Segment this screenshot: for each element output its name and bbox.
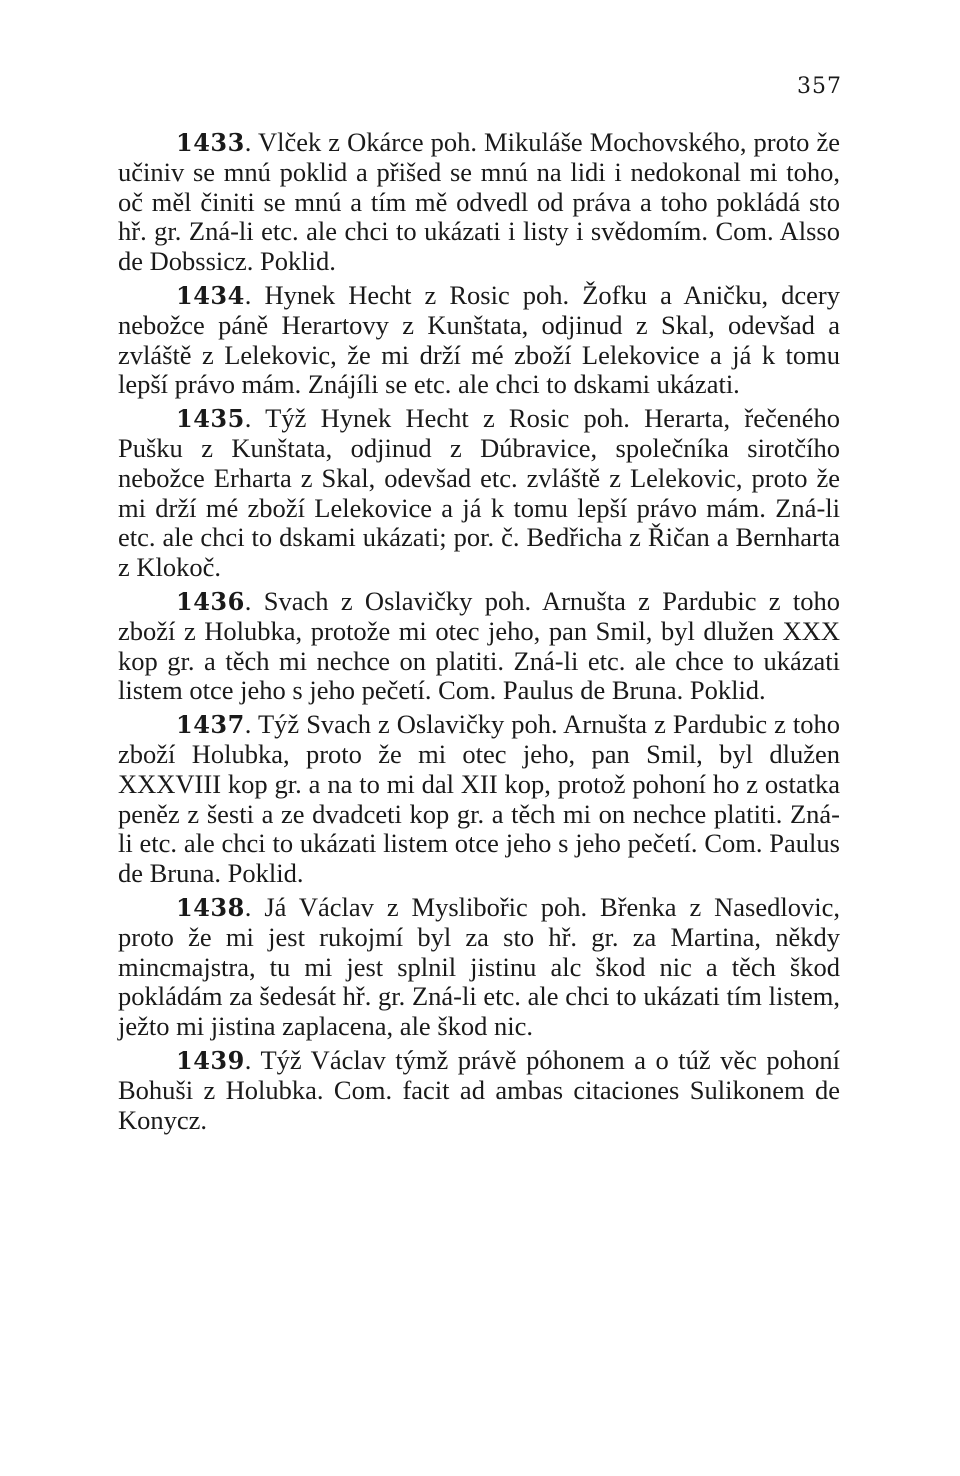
entry-number: 1437 xyxy=(176,710,245,740)
entry-number: 1433 xyxy=(176,128,245,157)
entry-1438 xyxy=(118,893,840,1042)
entry-1439 xyxy=(118,1046,840,1135)
entry-text: . Já Václav z Myslibořic poh. Břenka z Nasedlovic, proto že mi jest rukojmí byl za sto hř. gr. za Martina, někdy mincmajstra, tu mi jest splnil jistinu alc škod nic a těch škod pokládám za šedesát hř. gr. Zná-li etc. ale chci to ukázati tím listem, ježto mi jistina zaplacena, ale škod nic. xyxy=(118,891,840,1042)
entry-text: . Svach z Oslavičky poh. Arnušta z Pardubic z toho zboží z Holubka, protože mi otec jeho, pan Smil, byl dlužen XXX kop gr. a těch mi nechce on platiti. Zná-li etc. ale chce to ukázati listem otce jeho s jeho pečetí. Com. Paulus de Bruna. Poklid. xyxy=(118,585,840,706)
entry-number: 1439 xyxy=(176,1045,245,1075)
entry-number: 1438 xyxy=(176,892,245,922)
entries-list xyxy=(118,128,840,1139)
entry-1435 xyxy=(118,404,840,583)
entry-1436 xyxy=(118,587,840,706)
entry-number: 1436 xyxy=(176,586,245,616)
page-number: 357 xyxy=(797,74,842,99)
entry-number: 1434 xyxy=(176,280,245,310)
entry-1437 xyxy=(118,710,840,889)
entry-1434 xyxy=(118,281,840,400)
entry-text: . Hynek Hecht z Rosic poh. Žofku a Aničku, dcery nebožce páně Herartovy z Kunštata, odjinud z Skal, odevšad a zvláště z Lelekovic, že mi drží mé zboží Lelekovice a já k tomu lepší právo mám. Znájíli se etc. ale chci to dskami ukázati. xyxy=(118,279,840,400)
entry-text: . Vlček z Okárce poh. Mikuláše Mochovského, proto že učiniv se mnú poklid a přišed se mnú na lidi i nedokonal mi toho, oč měl činiti se mnú a tím mě odvedl od práva a toho pokládá sto hř. gr. Zná-li etc. ale chci to ukázati i listy i svědomím. Com. Alsso de Dobssicz. Poklid. xyxy=(118,127,840,277)
entry-text: . Týž Václav týmž právě póhonem a o túž věc pohoní Bohuši z Holubka. Com. facit ad ambas citaciones Sulikonem de Konycz. xyxy=(118,1044,840,1135)
entry-1433 xyxy=(118,128,840,277)
entry-text: . Týž Hynek Hecht z Rosic poh. Herarta, řečeného Pušku z Kunštata, odjinud z Dúbravice, společníka sirotčího nebožce Erharta z Skal, odevšad etc. zvláště z Lelekovic, proto že mi drží mé zboží Lelekovice a já k tomu lepší právo mám. Zná-li etc. ale chci to dskami ukázati; por. č. Bedřicha z Řičan a Bernharta z Klokoč. xyxy=(118,403,840,583)
entry-number: 1435 xyxy=(176,404,245,434)
entry-text: . Týž Svach z Oslavičky poh. Arnušta z Pardubic z toho zboží Holubka, proto že mi otec jeho, pan Smil, byl dlužen XXXVIII kop gr. a na to mi dal XII kop, protož pohoní ho z ostatka peněz z šesti a ze dvadceti kop gr. a těch mi on nechce platiti. Zná-li etc. ale chci to ukázati listem otce jeho s jeho pečetí. Com. Paulus de Bruna. Poklid. xyxy=(118,709,840,889)
